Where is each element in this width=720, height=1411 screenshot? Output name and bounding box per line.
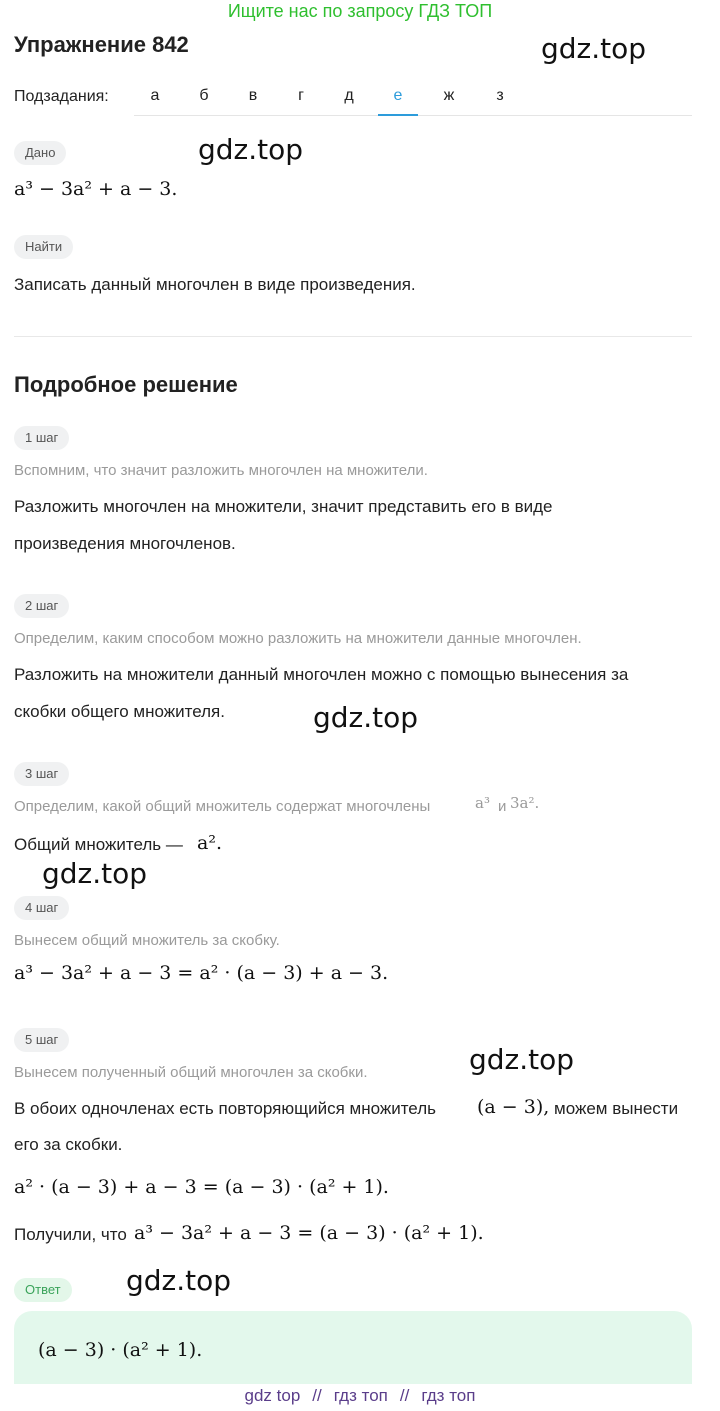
step-3-hint-and: и <box>498 798 507 815</box>
step-3-hint: Определим, какой общий множитель содержат многочлены <box>14 798 431 815</box>
watermark: gdz.top <box>313 701 419 734</box>
step-3-hint-expr-1: a³ <box>475 794 490 812</box>
step-3-hint-expr-2: 3a². <box>510 794 540 812</box>
subtask-tabs <box>134 80 692 116</box>
watermark: gdz.top <box>42 857 148 890</box>
step-4-expression: a³ − 3a² + a − 3 = a² · (a − 3) + a − 3. <box>14 962 389 984</box>
subtask-tab-g[interactable]: г <box>298 87 304 104</box>
step-5-expression: a² · (a − 3) + a − 3 = (a − 3) · (a² + 1). <box>14 1176 389 1198</box>
solution-title: Подробное решение <box>14 372 238 397</box>
footer-separator: // <box>312 1386 322 1405</box>
step-4-hint: Вынесем общий множитель за скобку. <box>14 932 280 949</box>
subtask-tab-b[interactable]: б <box>199 87 209 104</box>
watermark: gdz.top <box>126 1264 232 1297</box>
step-1-line-1: Разложить многочлен на множители, значит представить его в виде <box>14 497 553 516</box>
subtasks-label: Подзадания: <box>14 88 109 105</box>
footer-link-3[interactable]: гдз топ <box>421 1386 476 1405</box>
step-3-line-expr: a². <box>197 832 222 854</box>
given-expression: a³ − 3a² + a − 3. <box>14 178 178 200</box>
step-5-tag: 5 шаг <box>14 1028 69 1052</box>
page-title: Упражнение 842 <box>14 32 189 57</box>
step-5-result-text: Получили, что <box>14 1225 127 1244</box>
find-text: Записать данный многочлен в виде произведения. <box>14 275 416 294</box>
subtask-tab-zh[interactable]: ж <box>443 87 455 104</box>
subtask-tab-a[interactable]: а <box>150 87 160 104</box>
step-3-line: Общий множитель — <box>14 835 183 854</box>
divider <box>14 336 692 337</box>
step-5-line-1a: В обоих одночленах есть повторяющийся множитель <box>14 1099 436 1118</box>
step-5-line-1b: можем вынести <box>554 1099 679 1118</box>
watermark: gdz.top <box>469 1043 575 1076</box>
subtask-tab-v[interactable]: в <box>248 87 258 104</box>
footer-separator: // <box>399 1386 410 1405</box>
given-tag: Дано <box>14 141 66 165</box>
step-2-hint: Определим, каким способом можно разложить на множители данные многочлен. <box>14 630 582 647</box>
step-2-line-2: скобки общего множителя. <box>14 702 225 721</box>
step-4-tag: 4 шаг <box>14 896 69 920</box>
step-1-hint: Вспомним, что значит разложить многочлен на множители. <box>14 462 428 479</box>
footer-link-2[interactable]: гдз топ <box>333 1386 388 1405</box>
search-banner: Ищите нас по запросу ГДЗ ТОП <box>227 1 493 21</box>
answer-expression: (a − 3) · (a² + 1). <box>38 1339 203 1361</box>
watermark: gdz.top <box>541 32 647 65</box>
answer-tag: Ответ <box>14 1278 72 1302</box>
subtask-tab-d[interactable]: д <box>344 87 354 104</box>
step-2-line-1: Разложить на множители данный многочлен можно с помощью вынесения за <box>14 665 629 684</box>
subtask-tab-z[interactable]: з <box>496 87 504 104</box>
step-5-hint: Вынесем полученный общий многочлен за скобки. <box>14 1064 368 1081</box>
step-5-result-expr: a³ − 3a² + a − 3 = (a − 3) · (a² + 1). <box>134 1222 484 1244</box>
step-5-line-2: его за скобки. <box>14 1135 123 1154</box>
find-tag: Найти <box>14 235 73 259</box>
subtask-tab-e[interactable]: е <box>378 80 418 116</box>
step-3-tag: 3 шаг <box>14 762 69 786</box>
step-1-tag: 1 шаг <box>14 426 69 450</box>
footer-links <box>0 1384 720 1411</box>
step-2-tag: 2 шаг <box>14 594 69 618</box>
step-1-line-2: произведения многочленов. <box>14 534 236 553</box>
step-5-line-1-expr: (a − 3), <box>477 1096 550 1118</box>
watermark: gdz.top <box>198 133 304 166</box>
footer-link-1[interactable]: gdz top <box>244 1386 301 1405</box>
